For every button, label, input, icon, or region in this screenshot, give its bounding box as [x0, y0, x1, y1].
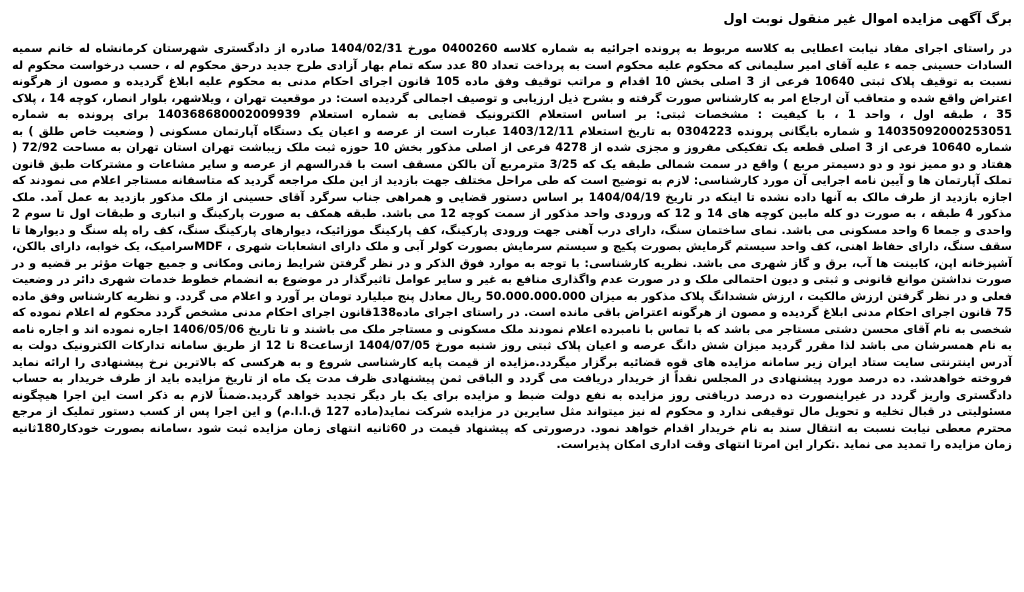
notice-title: برگ آگهی مزایده اموال غیر منقول نوبت اول	[723, 12, 1012, 27]
notice-body: در راستای اجرای مفاد نیابت اعطایی به کلاسه مربوط به پرونده اجرائیه به شماره کلاسه 0400260 مورخ 1404/02/31 صادره از دادگستری شهرستان کرمانشاه له خانم سمیه السادات حسینی جمه ء علیه آقای امیر سلیمانی که محکوم علیه محکوم است به پرداخت تعداد 80 عدد سکه تمام بهار آزادی طرح جدید درحق محکوم له ، حسب درخواست محکوم له نسبت به توقیف پلاک ثبتی 10640 فرعی از 3 اصلی بخش 10 اقدام و مراتب توقیف وفق ماده 105 قانون اجرای احکام مدنی به محکوم علیه ابلاغ گردیده و مصون از هرگونه اعتراض واقع شده و متعاقب آن ارجاع امر به کارشناس صورت گرفته و بشرح ذیل ارزیابی و توصیف اجمالی گردیده است: در موقعیت تهران ، ویلاشهر، بلوار انصار، کوچه 14 ، پلاک 35 ، طبقه اول ، واحد 1 ، با کیفیت : مشخصات ثبتی: بر اساس استعلام الکترونیک قضایی به شماره استعلام 140368680002009939 برای پرونده به شماره 14035092000253051 و شماره بایگانی پرونده 0304223 به تاریخ استعلام 1403/12/11 عبارت است از عرصه و اعیان یک دستگاه آپارتمان مسکونی ( وضعیت خاص طلق ) به شماره 10640 فرعی از 3 اصلی قطعه یک تفکیکی مفروز و مجزی شده از 4278 فرعی از اصلی مذکور بخش 10 حوزه ثبت ملک زیباشت تهران استان تهران به مساحت 72/92 ( هفتاد و دو ممیز نود و دو دسیمتر مربع ) واقع در سمت شمالی طبقه یک که 3/25 مترمربع آن بالکن مسقف است با قدرالسهم از عرصه و سایر مشاعات و مشترکات طبق قانون تملک آپارتمان ها و آیین نامه اجرایی آن مورد کارشناسی: لازم به توضیح است که طی مراحل مختلف جهت بازدید از این ملک مراجعه گردید که متاسفانه مستاجر اعلام می نمودند که اجازه بازدید از طرف مالک به آنها داده نشده تا اینکه در تاریخ 1404/04/19 بر اساس دستور قضایی و همراهی جناب سرگرد آقای حسینی از ملک مذکور بازدید به عمل آمد. ملک مذکور 4 طبقه ، به صورت دو کله مابین کوچه های 14 و 12 که ورودی واحد مذکور از سمت کوچه 12 می باشد. طبقه همکف به صورت پارکینگ و انباری و طبقات اول تا سوم 2 واحدی و جمعا 6 واحد مسکونی می باشد. نمای ساختمان سنگ، دارای درب آهنی جهت ورودی پارکینگ، کف پارکینگ موزائیک، دیوارهای پارکینگ سنگ، کف راه پله سنگ و دیوارها تا سقف سنگ، دارای حفاظ اهنی، کف واحد سیستم گرمایش بصورت پکیج و سیستم سرمایش بصورت کولر آبی و ملک دارای انشعابات شهری ، MDFسرامیک، یک خوابه، دارای بالکن، آشپزخانه اپن، کابینت ها آب، برق و گاز شهری می باشد. نظریه کارشناسی: با توجه به موارد فوق الذکر و در نظر گرفتن شرایط زمانی ومکانی و جمیع جهات مؤثر بر قضیه و در صورت نداشتن موانع قانونی و ثبتی و دیون احتمالی ملک و در صورت عدم واگذاری منافع به غیر و سایر عوامل تاثیرگذار در موضوع به انضمام خطوط خدمات شهری دائر در وضعیت فعلی و در نظر گرفتن ارزش مالکیت ، ارزش ششدانگ پلاک مذکور به میزان 50.000.000.000 ریال معادل پنج میلیارد تومان بر آورد و اعلام می گردد. و نظریه کارشناس وفق ماده 75 قانون اجرای احکام مدنی ابلاغ گردیده و مصون از هرگونه اعتراض باقی مانده است. در راستای اجرای ماده138قانون اجرای احکام مدنی مشخص گردد محکوم له اعلام نموده که شخصی به نام آقای محسن دشتی مستاجر می باشد که با تماس با نامبرده اعلام نمودند ملک مسکونی و مستاجر ملک می باشند و تا تاریخ 1406/05/06 اجاره نموده اند و اجاره نامه به نام همسرشان می باشد لذا مقرر گردید میزان شش دانگ عرصه و اعیان پلاک ثبتی روز شنبه مورخ 1404/07/05 ازساعت8 تا 12 از طریق سامانه تدارکات الکترونیک دولت به آدرس اینترنتی سایت ستاد ایران زیر سامانه مزایده های قوه قضائیه برگزار میگردد.مزایده از قیمت پایه کارشناسی شروع و به هرکسی که بالاترین نرخ پیشنهادی را ارائه نماید فروخته خواهدشد. ده درصد مورد پیشنهادی در المجلس نقداً از خریدار دریافت می گردد و الباقی ثمن پیشنهادی ظرف مدت یک ماه از تاریخ مزایده باید از طرف خریدار به حساب دادگستری واریز گردد در غیراینصورت ده درصد دریافتی روز مزایده به نفع دولت ضبط و مزایده برای یک بار دیگر تجدید خواهد گردید.ضمناً لازم به ذکر است این اجرا هیچگونه مسئولیتی در قبال تخلیه و تحویل مال توقیفی ندارد و محکوم له نیز میتواند مثل سایرین در مزایده شرکت نماید(ماده 127 ق.ا.ا.م) و این اجرا پس از کسب دستور تملیک از مرجع محترم معطی نیابت نسبت به انتقال سند به نام خریدار اقدام خواهد نمود. درصورتی که پیشنهاد قیمت در 60ثانیه انتهای زمان مزایده ثبت شود ،سامانه بصورت خودکار180ثانیه زمان مزایده را تمدید می نماید .تکرار این امرتا انتهای وقت اداری امکان پذیراست.	[12, 41, 1013, 451]
